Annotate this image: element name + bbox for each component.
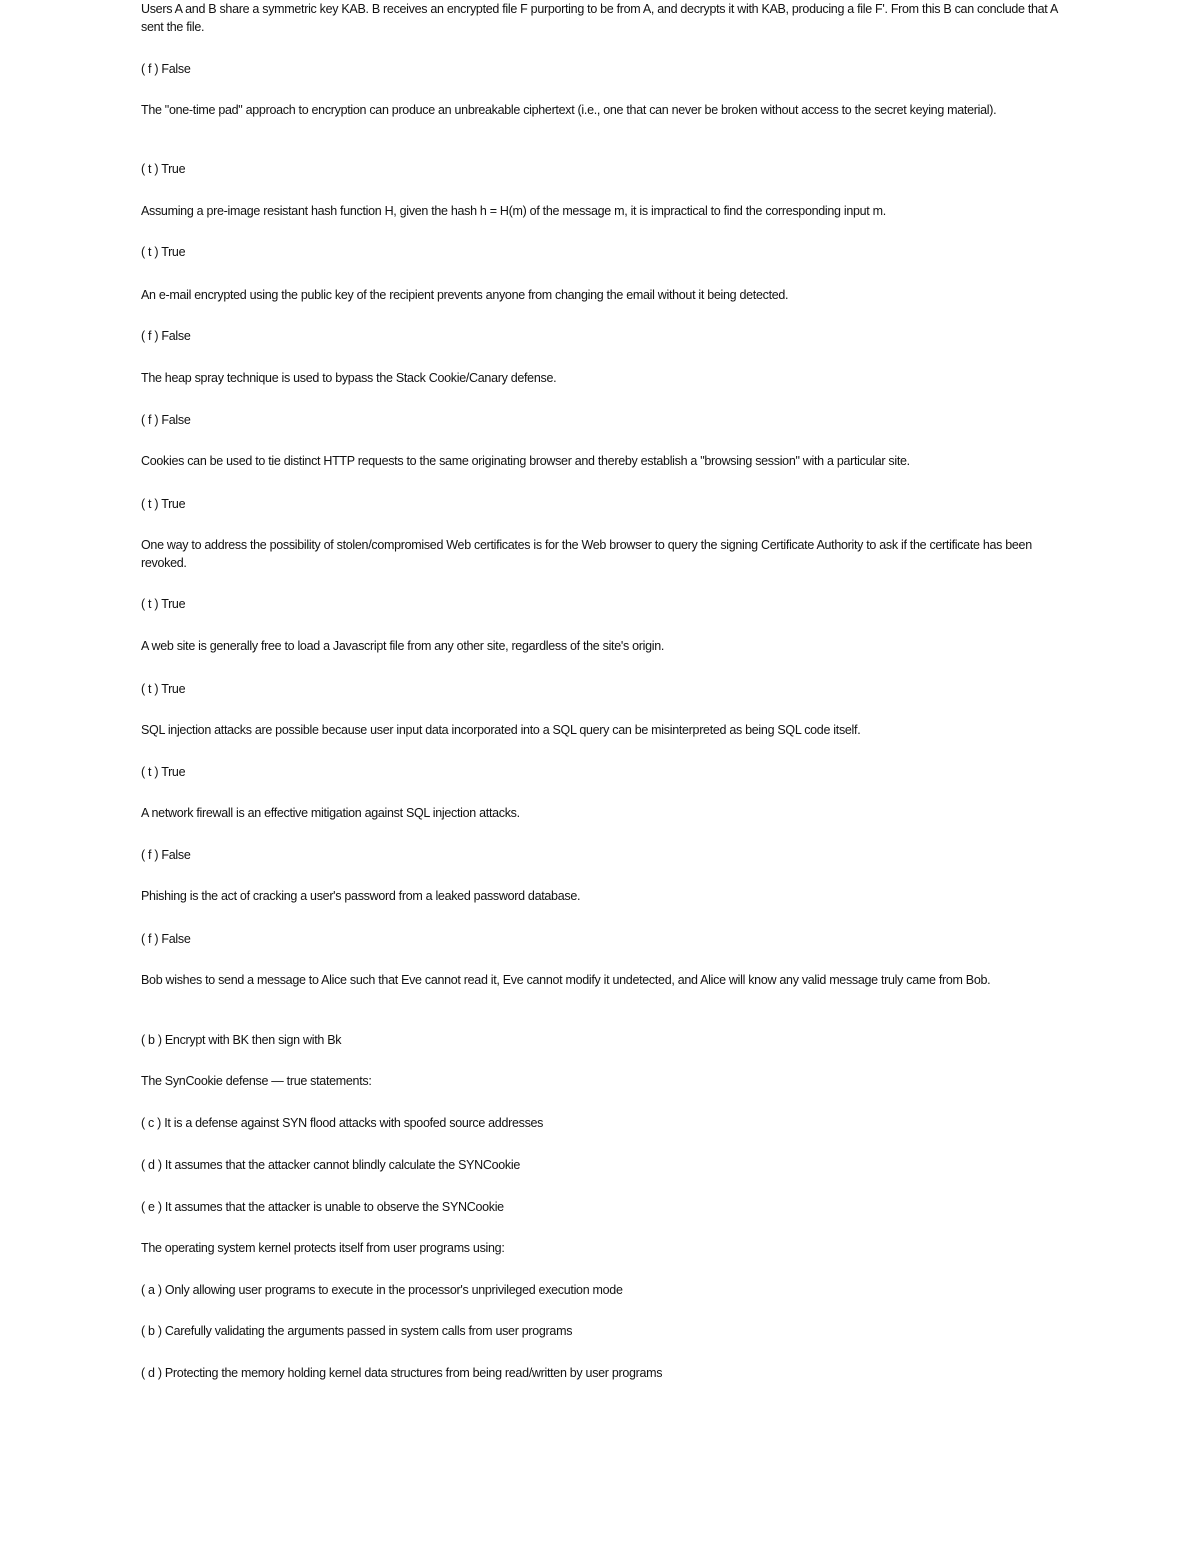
question-1: Users A and B share a symmetric key KAB. B receives an encrypted file F purporting to be from A, and decrypts it with KAB, producing a file F'. From this B can conclude that A sent the file. (141, 2, 1058, 34)
question-6: Cookies can be used to tie distinct HTTP requests to the same originating browser and thereby establish a "browsing session" with a particular site. (141, 454, 910, 468)
answer-8: ( t ) True (141, 682, 186, 696)
question-9: SQL injection attacks are possible because user input data incorporated into a SQL query can be misinterpreted as being SQL code itself. (141, 723, 861, 737)
question-3: Assuming a pre-image resistant hash function H, given the hash h = H(m) of the message m, it is impractical to find the corresponding input m. (141, 204, 886, 218)
answer-14-d: ( d ) Protecting the memory holding kernel data structures from being read/written by user programs (141, 1366, 663, 1380)
answer-2: ( t ) True (141, 162, 186, 176)
answer-3: ( t ) True (141, 245, 186, 259)
answer-5: ( f ) False (141, 413, 191, 427)
question-5: The heap spray technique is used to bypass the Stack Cookie/Canary defense. (141, 371, 557, 385)
answer-14-a: ( a ) Only allowing user programs to execute in the processor's unprivileged execution mode (141, 1283, 623, 1297)
question-13: The SynCookie defense — true statements: (141, 1074, 372, 1088)
question-12: Bob wishes to send a message to Alice such that Eve cannot read it, Eve cannot modify it undetected, and Alice will know any valid message truly came from Bob. (141, 973, 991, 987)
question-10: A network firewall is an effective mitigation against SQL injection attacks. (141, 806, 520, 820)
answer-9: ( t ) True (141, 765, 186, 779)
answer-13-c: ( c ) It is a defense against SYN flood attacks with spoofed source addresses (141, 1116, 544, 1130)
answer-14-b: ( b ) Carefully validating the arguments passed in system calls from user programs (141, 1324, 573, 1338)
answer-1: ( f ) False (141, 62, 191, 76)
answer-12: ( b ) Encrypt with BK then sign with Bk (141, 1033, 342, 1047)
question-4: An e-mail encrypted using the public key of the recipient prevents anyone from changing the email without it being detected. (141, 288, 789, 302)
answer-4: ( f ) False (141, 329, 191, 343)
answer-13-e: ( e ) It assumes that the attacker is unable to observe the SYNCookie (141, 1200, 504, 1214)
question-7: One way to address the possibility of stolen/compromised Web certificates is for the Web browser to query the signing Certificate Authority to ask if the certificate has been revoked. (141, 538, 1032, 570)
answer-13-d: ( d ) It assumes that the attacker cannot blindly calculate the SYNCookie (141, 1158, 520, 1172)
question-2: The "one-time pad" approach to encryption can produce an unbreakable ciphertext (i.e., one that can never be broken without access to the secret keying material). (141, 103, 997, 117)
answer-10: ( f ) False (141, 848, 191, 862)
answer-7: ( t ) True (141, 597, 186, 611)
question-11: Phishing is the act of cracking a user's password from a leaked password database. (141, 889, 581, 903)
answer-6: ( t ) True (141, 497, 186, 511)
question-8: A web site is generally free to load a Javascript file from any other site, regardless of the site's origin. (141, 639, 665, 653)
answer-11: ( f ) False (141, 932, 191, 946)
question-14: The operating system kernel protects itself from user programs using: (141, 1241, 505, 1255)
